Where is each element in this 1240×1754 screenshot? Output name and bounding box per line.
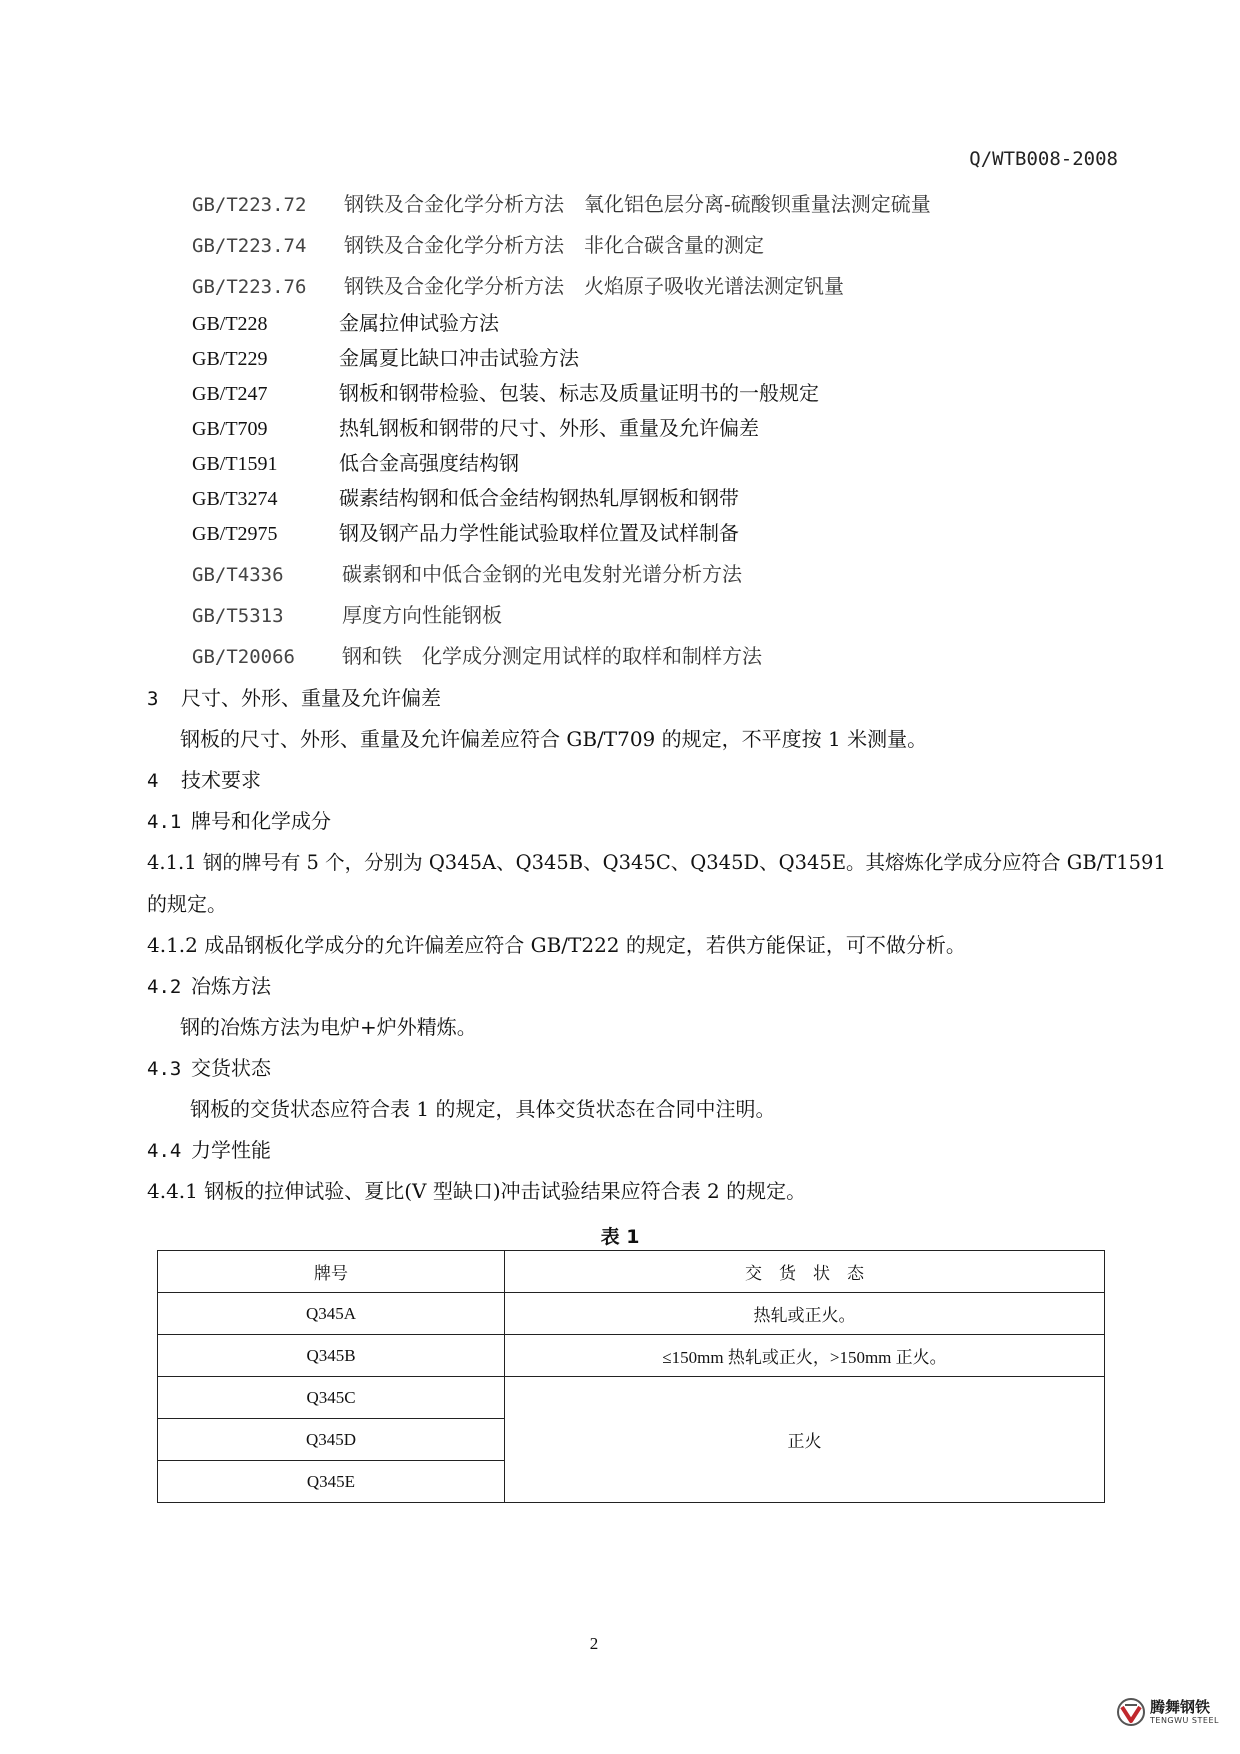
reference-code: GB/T247 <box>192 383 268 405</box>
table-row <box>158 1335 1105 1377</box>
section-title: 交货状态 <box>191 1056 271 1080</box>
section-title: 冶炼方法 <box>191 974 271 998</box>
reference-code: GB/T223.76 <box>192 276 307 298</box>
clause-4-1-1-line1: 4.1.1 钢的牌号有 5 个，分别为 Q345A、Q345B、Q345C、Q345D、Q345E。其熔炼化学成分应符合 GB/T1591 <box>147 851 1166 874</box>
section-4-3-body: 钢板的交货状态应符合表 1 的规定，具体交货状态在合同中注明。 <box>190 1097 776 1121</box>
company-logo <box>1116 1693 1226 1733</box>
reference-title: 低合金高强度结构钢 <box>339 451 519 475</box>
section-number: 4.4 <box>147 1140 182 1162</box>
reference-item <box>192 188 931 217</box>
reference-code: GB/T3274 <box>192 488 278 510</box>
section-title: 尺寸、外形、重量及允许偏差 <box>181 686 441 710</box>
section-4-2-body: 钢的冶炼方法为电炉+炉外精炼。 <box>180 1015 477 1039</box>
delivery-state-cell: 热轧或正火。 <box>505 1293 1105 1335</box>
reference-code: GB/T4336 <box>192 564 284 586</box>
grade-cell: Q345D <box>158 1419 505 1461</box>
reference-title: 金属夏比缺口冲击试验方法 <box>339 346 579 370</box>
table-row <box>158 1377 1105 1419</box>
table-header-row <box>158 1251 1105 1293</box>
delivery-state-table <box>157 1250 1105 1503</box>
grade-cell: Q345C <box>158 1377 505 1419</box>
clause-4-4-1: 4.4.1 钢板的拉伸试验、夏比(V 型缺口)冲击试验结果应符合表 2 的规定。 <box>147 1179 807 1203</box>
logo-name-en: TENGWU STEEL <box>1150 1716 1219 1725</box>
section-heading-4 <box>147 764 261 793</box>
logo-mark-icon <box>1116 1697 1146 1727</box>
section-heading-4-2 <box>147 970 271 999</box>
column-header-delivery-state: 交 货 状 态 <box>505 1251 1105 1293</box>
reference-item <box>192 342 579 371</box>
section-heading-4-3 <box>147 1052 271 1081</box>
table-row <box>158 1293 1105 1335</box>
page-number: 2 <box>589 1634 599 1653</box>
section-title: 力学性能 <box>191 1138 271 1162</box>
reference-item <box>192 412 759 441</box>
reference-item <box>192 270 844 299</box>
section-title: 牌号和化学成分 <box>191 809 331 833</box>
section-number: 4 <box>147 770 159 792</box>
reference-item <box>192 377 819 406</box>
reference-code: GB/T229 <box>192 348 268 370</box>
reference-code: GB/T709 <box>192 418 268 440</box>
reference-title: 钢和铁 化学成分测定用试样的取样和制样方法 <box>342 644 762 668</box>
reference-item <box>192 482 739 511</box>
section-heading-4-4 <box>147 1134 271 1163</box>
reference-code: GB/T228 <box>192 313 268 335</box>
reference-item <box>192 447 519 476</box>
reference-title: 碳素钢和中低合金钢的光电发射光谱分析方法 <box>342 562 742 586</box>
reference-code: GB/T223.74 <box>192 235 307 257</box>
grade-cell: Q345A <box>158 1293 505 1335</box>
reference-item <box>192 517 739 546</box>
reference-code: GB/T1591 <box>192 453 278 475</box>
section-number: 4.3 <box>147 1058 182 1080</box>
section-3-body: 钢板的尺寸、外形、重量及允许偏差应符合 GB/T709 的规定，不平度按 1 米测量。 <box>180 727 928 751</box>
section-number: 4.1 <box>147 811 182 833</box>
delivery-state-cell: 正火 <box>505 1377 1105 1503</box>
reference-item <box>192 307 499 336</box>
reference-code: GB/T223.72 <box>192 194 307 216</box>
reference-code: GB/T20066 <box>192 646 295 668</box>
grade-cell: Q345B <box>158 1335 505 1377</box>
reference-title: 钢铁及合金化学分析方法 非化合碳含量的测定 <box>344 233 764 257</box>
section-number: 3 <box>147 688 159 710</box>
reference-code: GB/T2975 <box>192 523 278 545</box>
section-heading-4-1 <box>147 805 331 834</box>
document-code: Q/WTB008-2008 <box>969 148 1118 170</box>
reference-code: GB/T5313 <box>192 605 284 627</box>
reference-title: 厚度方向性能钢板 <box>342 603 502 627</box>
table-caption: 表 1 <box>600 1226 640 1248</box>
section-number: 4.2 <box>147 976 182 998</box>
logo-name-cn: 腾舞钢铁 <box>1150 1698 1211 1716</box>
clause-4-1-1-line2: 的规定。 <box>147 892 227 916</box>
reference-title: 钢铁及合金化学分析方法 氧化铝色层分离-硫酸钡重量法测定硫量 <box>344 192 931 216</box>
reference-title: 钢铁及合金化学分析方法 火焰原子吸收光谱法测定钒量 <box>344 274 844 298</box>
grade-cell: Q345E <box>158 1461 505 1503</box>
clause-4-1-2: 4.1.2 成品钢板化学成分的允许偏差应符合 GB/T222 的规定，若供方能保证，可不做分析。 <box>147 933 966 957</box>
column-header-grade: 牌号 <box>158 1251 505 1293</box>
section-title: 技术要求 <box>181 768 261 792</box>
reference-title: 金属拉伸试验方法 <box>339 311 499 335</box>
reference-item <box>192 229 764 258</box>
reference-title: 碳素结构钢和低合金结构钢热轧厚钢板和钢带 <box>339 486 739 510</box>
reference-title: 钢板和钢带检验、包装、标志及质量证明书的一般规定 <box>339 381 819 405</box>
reference-title: 热轧钢板和钢带的尺寸、外形、重量及允许偏差 <box>339 416 759 440</box>
reference-item <box>192 640 762 669</box>
reference-title: 钢及钢产品力学性能试验取样位置及试样制备 <box>339 521 739 545</box>
reference-item <box>192 558 742 587</box>
reference-item <box>192 599 502 628</box>
section-heading-3 <box>147 682 441 711</box>
delivery-state-cell: ≤150mm 热轧或正火，>150mm 正火。 <box>505 1335 1105 1377</box>
